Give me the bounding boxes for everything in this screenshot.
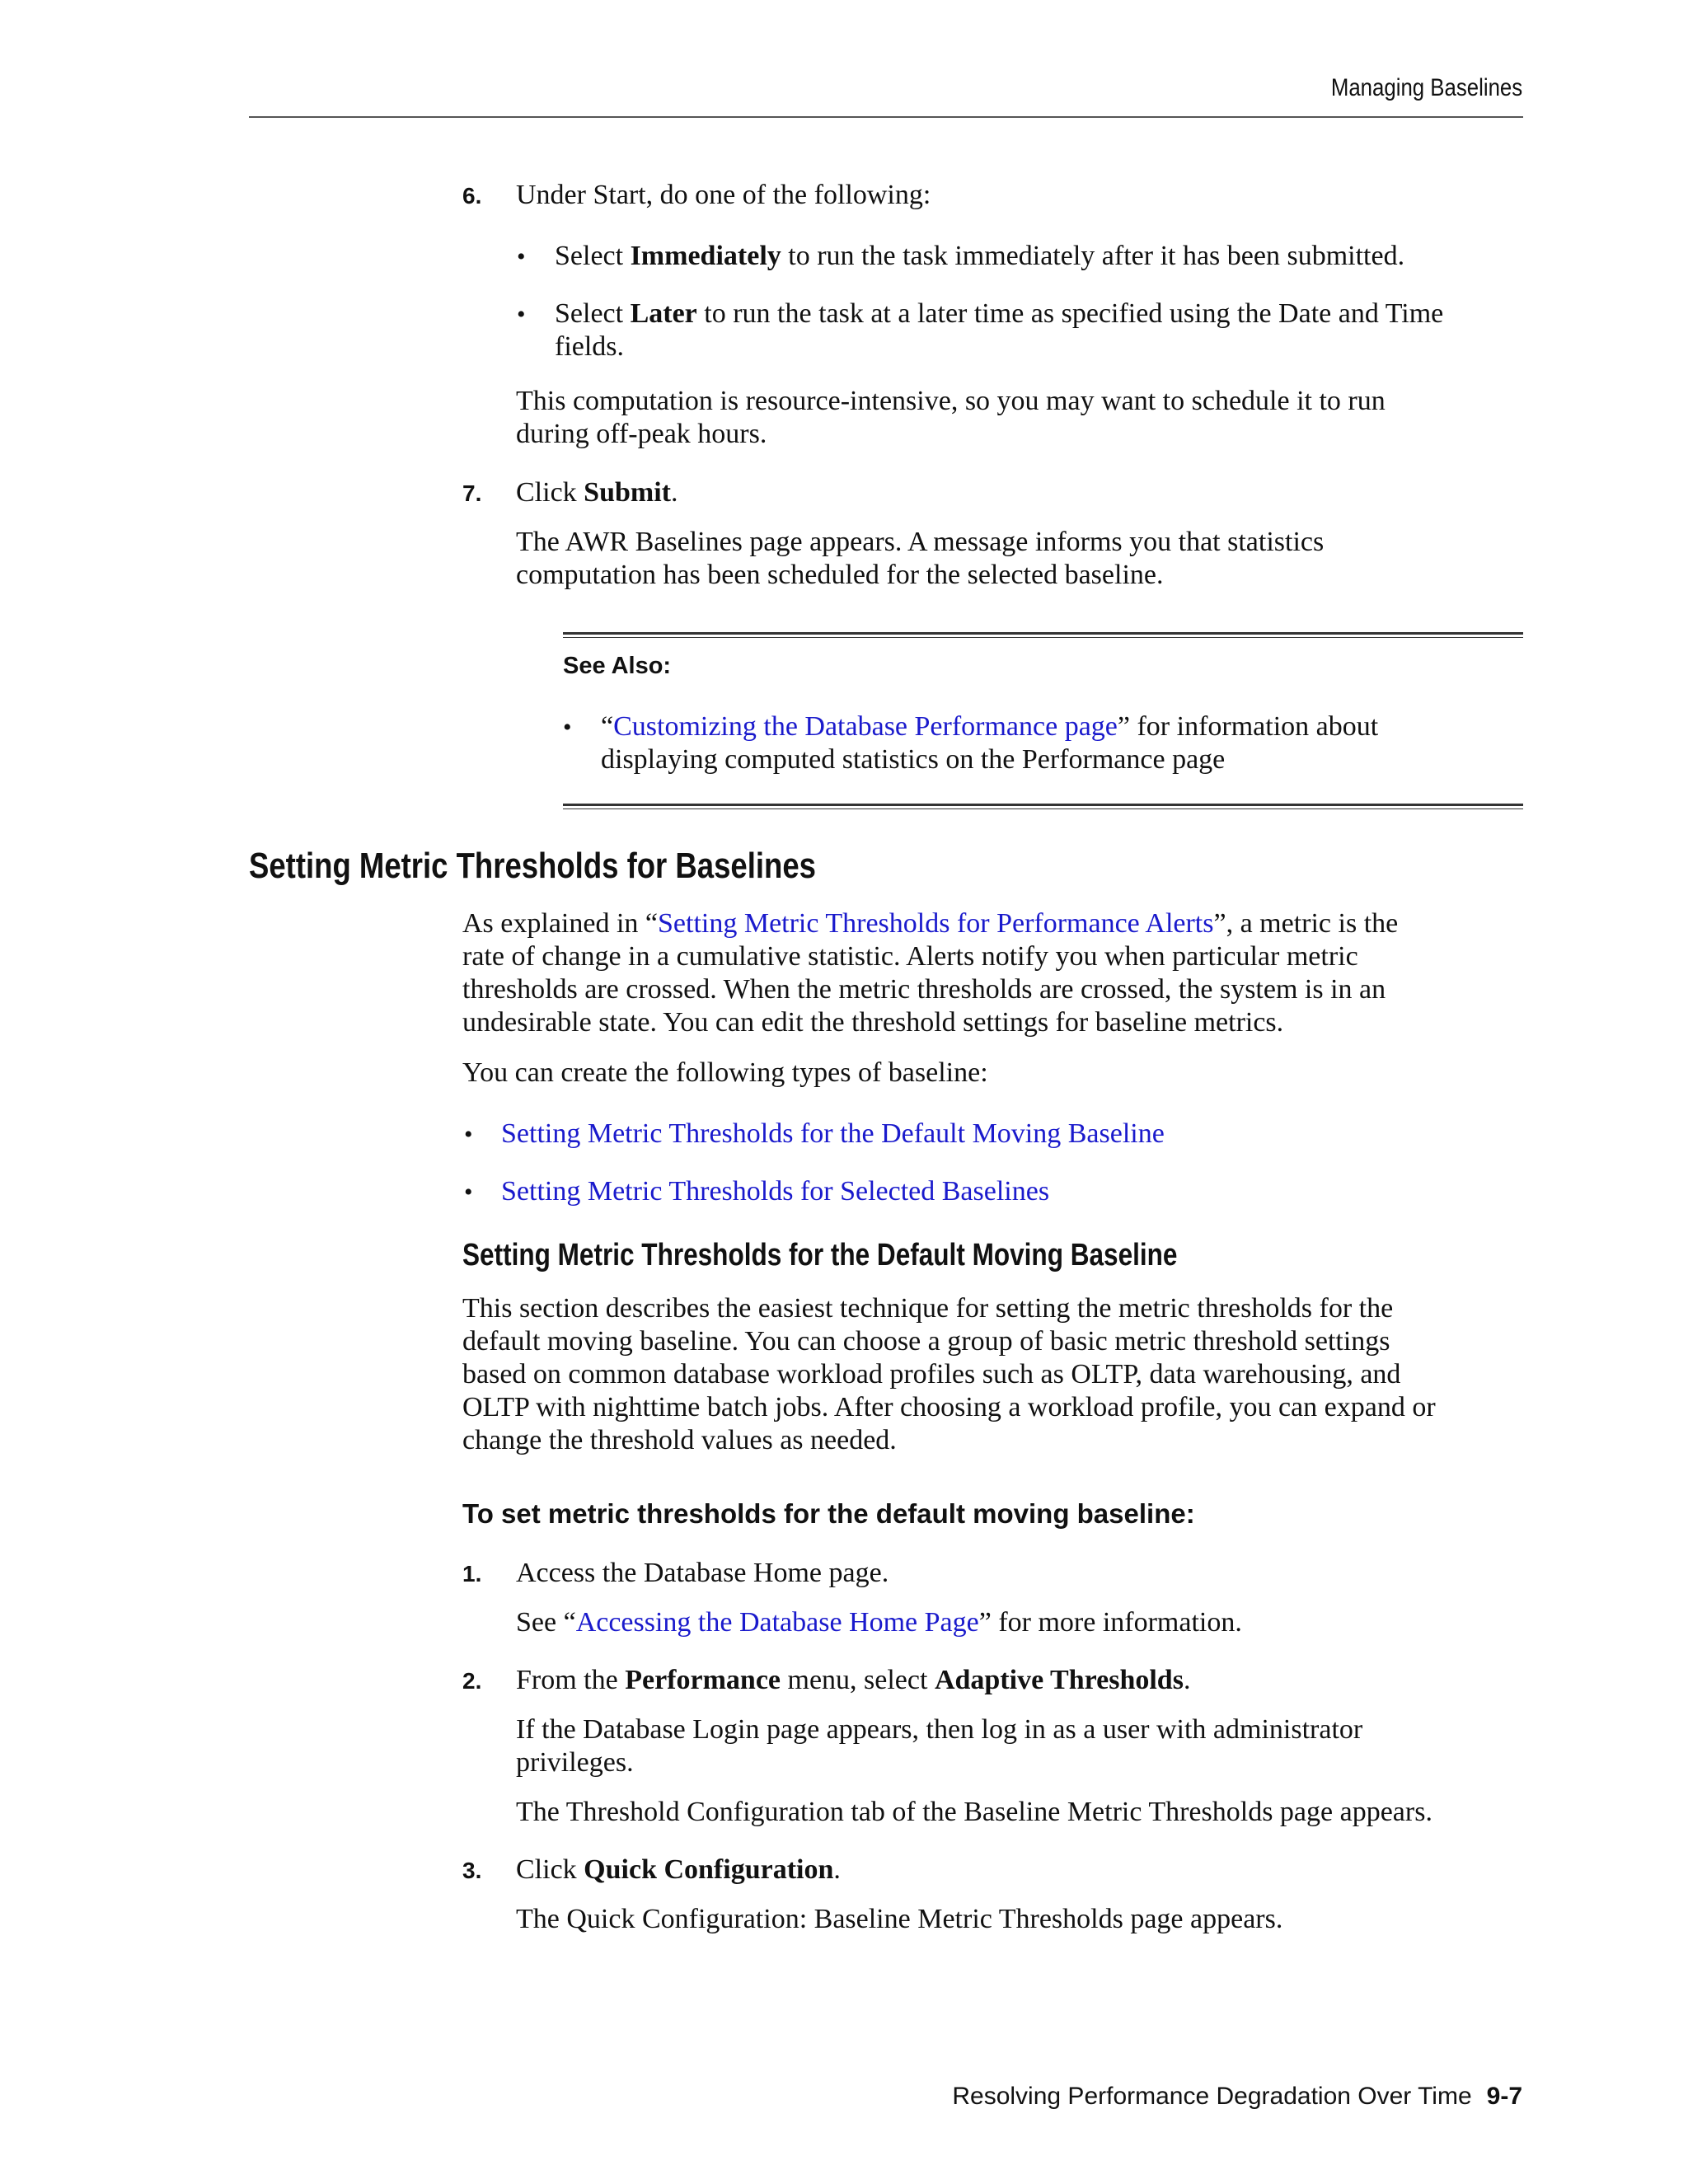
page-number: 9-7: [1486, 2083, 1522, 2110]
bullet-icon: •: [464, 1121, 473, 1148]
intro-line-1: As explained in “Setting Metric Thresholds for Performance Alerts”, a metric is the: [462, 908, 1399, 939]
see-also-item: “Customizing the Database Performance page” for information about: [601, 711, 1379, 742]
step-7-text: Click Submit.: [516, 477, 678, 508]
step-6-note-line-2: during off-peak hours.: [516, 419, 767, 449]
step-6-number: 6.: [462, 183, 482, 209]
step-7-desc-line-2: computation has been scheduled for the selected baseline.: [516, 560, 1164, 590]
subsection-line-1: This section describes the easiest technique for setting the metric thresholds for the: [462, 1293, 1394, 1324]
see-also-top-rule: [563, 632, 1523, 638]
proc-step-1-text: Access the Database Home page.: [516, 1558, 889, 1588]
bullet-icon: •: [517, 301, 526, 328]
see-also-item-cont: displaying computed statistics on the Performance page: [601, 744, 1226, 775]
intro-line-4: undesirable state. You can edit the threshold settings for baseline metrics.: [462, 1007, 1284, 1038]
proc-step-2-login-line-1: If the Database Login page appears, then log in as a user with administrator: [516, 1714, 1363, 1745]
header-rule: [249, 116, 1523, 118]
bullet-icon: •: [517, 243, 526, 270]
proc-step-2-text: From the Performance menu, select Adaptive Thresholds.: [516, 1665, 1191, 1695]
proc-step-2-tab-text: The Threshold Configuration tab of the Baseline Metric Thresholds page appears.: [516, 1797, 1432, 1827]
proc-step-1-number: 1.: [462, 1561, 482, 1586]
proc-step-2-number: 2.: [462, 1668, 482, 1694]
page-footer: [952, 2083, 1522, 2111]
see-also-title: See Also:: [563, 653, 672, 679]
subsection-line-3: based on common database workload profiles such as OLTP, data warehousing, and: [462, 1359, 1401, 1390]
subsection-line-4: OLTP with nighttime batch jobs. After choosing a workload profile, you can expand or: [462, 1392, 1436, 1422]
proc-step-3-number: 3.: [462, 1858, 482, 1883]
footer-chapter: Resolving Performance Degradation Over Time: [952, 2083, 1472, 2110]
bullet-icon: •: [563, 714, 572, 741]
bullet-icon: •: [464, 1179, 473, 1206]
step-7-desc-line-1: The AWR Baselines page appears. A message informs you that statistics: [516, 527, 1325, 557]
intro-line-2: rate of change in a cumulative statistic. Alerts notify you when particular metric: [462, 941, 1358, 972]
proc-step-1-see: See “Accessing the Database Home Page” for more information.: [516, 1607, 1242, 1638]
proc-step-2-login-line-2: privileges.: [516, 1747, 634, 1778]
step-6-text: Under Start, do one of the following:: [516, 180, 931, 210]
link-setting-thresholds-performance-alerts[interactable]: Setting Metric Thresholds for Performance Alerts: [658, 908, 1214, 939]
step-6-bullet-later-cont: fields.: [555, 331, 625, 362]
link-default-moving-baseline[interactable]: Setting Metric Thresholds for the Default Moving Baseline: [501, 1118, 1165, 1149]
see-also-bottom-rule: [563, 804, 1523, 809]
section-heading: Setting Metric Thresholds for Baselines: [249, 846, 816, 886]
step-6-bullet-immediately: Select Immediately to run the task immediately after it has been submitted.: [555, 241, 1405, 271]
subsection-heading: Setting Metric Thresholds for the Default Moving Baseline: [462, 1238, 1178, 1272]
running-header: Managing Baselines: [1330, 74, 1522, 101]
link-accessing-database-home-page[interactable]: Accessing the Database Home Page: [575, 1607, 979, 1638]
subsection-line-2: default moving baseline. You can choose a group of basic metric threshold settings: [462, 1326, 1390, 1357]
step-6-bullet-later: Select Later to run the task at a later time as specified using the Date and Time: [555, 298, 1444, 329]
procedure-title: To set metric thresholds for the default moving baseline:: [462, 1498, 1195, 1529]
types-text: You can create the following types of baseline:: [462, 1057, 988, 1088]
proc-step-3-text: Click Quick Configuration.: [516, 1854, 841, 1885]
step-7-number: 7.: [462, 480, 482, 506]
link-customizing-performance-page[interactable]: Customizing the Database Performance page: [613, 711, 1118, 742]
intro-line-3: thresholds are crossed. When the metric thresholds are crossed, the system is in an: [462, 974, 1386, 1005]
proc-step-3-result: The Quick Configuration: Baseline Metric Thresholds page appears.: [516, 1904, 1283, 1934]
step-6-note-line-1: This computation is resource-intensive, so you may want to schedule it to run: [516, 386, 1386, 416]
subsection-line-5: change the threshold values as needed.: [462, 1425, 897, 1455]
link-selected-baselines[interactable]: Setting Metric Thresholds for Selected Baselines: [501, 1176, 1050, 1207]
